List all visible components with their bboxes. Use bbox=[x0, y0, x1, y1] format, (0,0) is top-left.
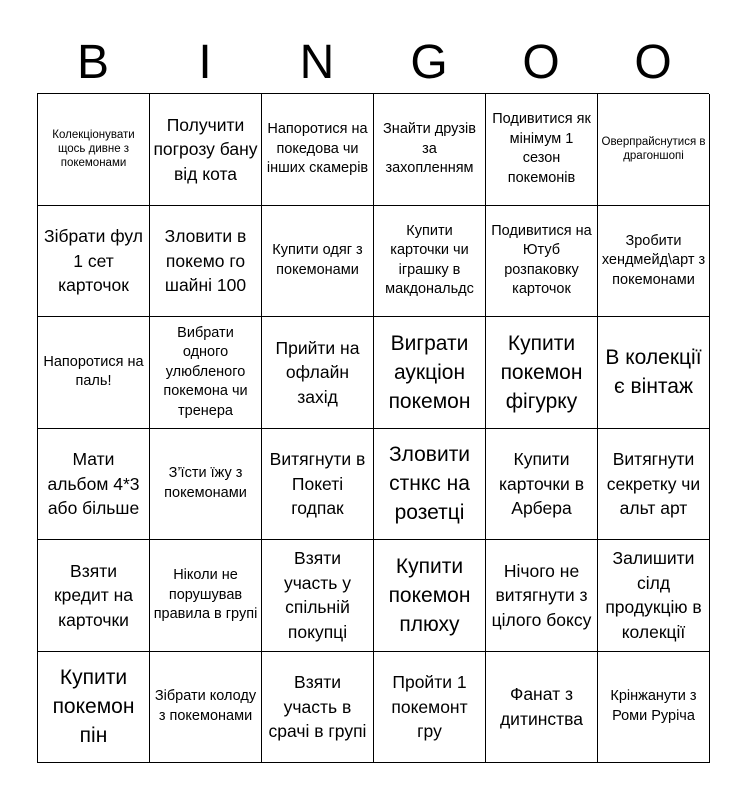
bingo-cell[interactable]: Взяти участь у спільній покупці bbox=[262, 540, 374, 652]
bingo-cell[interactable]: Прийти на офлайн захід bbox=[262, 317, 374, 429]
bingo-cell[interactable]: Купити покемон фігурку bbox=[486, 317, 598, 429]
bingo-board bbox=[37, 93, 709, 763]
bingo-cell[interactable]: Получити погрозу бану від кота bbox=[150, 94, 262, 206]
bingo-cell[interactable]: Вибрати одного улюбленого покемона чи тренера bbox=[150, 317, 262, 429]
bingo-cell[interactable]: Купити одяг з покемонами bbox=[262, 206, 374, 318]
header-letter-b: B bbox=[76, 35, 109, 89]
header-letter-o-2: O bbox=[634, 35, 672, 89]
bingo-cell[interactable]: Витягнути в Покеті годпак bbox=[262, 429, 374, 541]
header-letter-i: I bbox=[198, 35, 212, 89]
bingo-cell[interactable]: Пройти 1 покемонт гру bbox=[374, 652, 486, 764]
bingo-cell[interactable]: Залишити сілд продукцію в колекції bbox=[598, 540, 710, 652]
bingo-cell[interactable]: З’їсти їжу з покемонами bbox=[150, 429, 262, 541]
bingo-cell[interactable]: Знайти друзів за захопленням bbox=[374, 94, 486, 206]
bingo-cell[interactable]: Виграти аукціон покемон bbox=[374, 317, 486, 429]
bingo-cell[interactable]: Напоротися на паль! bbox=[38, 317, 150, 429]
bingo-cell[interactable]: Витягнути секретку чи альт арт bbox=[598, 429, 710, 541]
bingo-cell[interactable]: Мати альбом 4*3 або більше bbox=[38, 429, 150, 541]
bingo-cell[interactable]: Зробити хендмейд\арт з покемонами bbox=[598, 206, 710, 318]
bingo-cell[interactable]: Зібрати колоду з покемонами bbox=[150, 652, 262, 764]
bingo-header bbox=[37, 30, 709, 94]
bingo-cell[interactable]: Зловити стнкс на розетці bbox=[374, 429, 486, 541]
header-letter-n: N bbox=[299, 35, 335, 89]
header-letter-g: G bbox=[410, 35, 448, 89]
bingo-cell[interactable]: Крінжанути з Роми Руріча bbox=[598, 652, 710, 764]
bingo-cell[interactable]: Купити карточки чи іграшку в макдональдс bbox=[374, 206, 486, 318]
bingo-cell[interactable]: Подивитися як мінімум 1 сезон покемонів bbox=[486, 94, 598, 206]
bingo-cell[interactable]: Зловити в покемо го шайні 100 bbox=[150, 206, 262, 318]
bingo-cell[interactable]: Взяти участь в срачі в групі bbox=[262, 652, 374, 764]
bingo-cell[interactable]: Зібрати фул 1 сет карточок bbox=[38, 206, 150, 318]
bingo-cell[interactable]: Нічого не витягнути з цілого боксу bbox=[486, 540, 598, 652]
bingo-cell[interactable]: Купити покемон пін bbox=[38, 652, 150, 764]
bingo-cell[interactable]: Купити карточки в Арбера bbox=[486, 429, 598, 541]
bingo-cell[interactable]: Фанат з дитинства bbox=[486, 652, 598, 764]
bingo-cell[interactable]: Напоротися на покедова чи інших скамерів bbox=[262, 94, 374, 206]
header-letter-o: O bbox=[522, 35, 560, 89]
bingo-cell[interactable]: Купити покемон плюху bbox=[374, 540, 486, 652]
bingo-cell[interactable]: Колекціонувати щось дивне з покемонами bbox=[38, 94, 150, 206]
bingo-cell[interactable]: Ніколи не порушував правила в групі bbox=[150, 540, 262, 652]
bingo-cell[interactable]: Взяти кредит на карточки bbox=[38, 540, 150, 652]
bingo-cell[interactable]: Подивитися на Ютуб розпаковку карточок bbox=[486, 206, 598, 318]
bingo-cell[interactable]: В колекції є вінтаж bbox=[598, 317, 710, 429]
bingo-cell[interactable]: Оверпрайснутися в драгоншопі bbox=[598, 94, 710, 206]
